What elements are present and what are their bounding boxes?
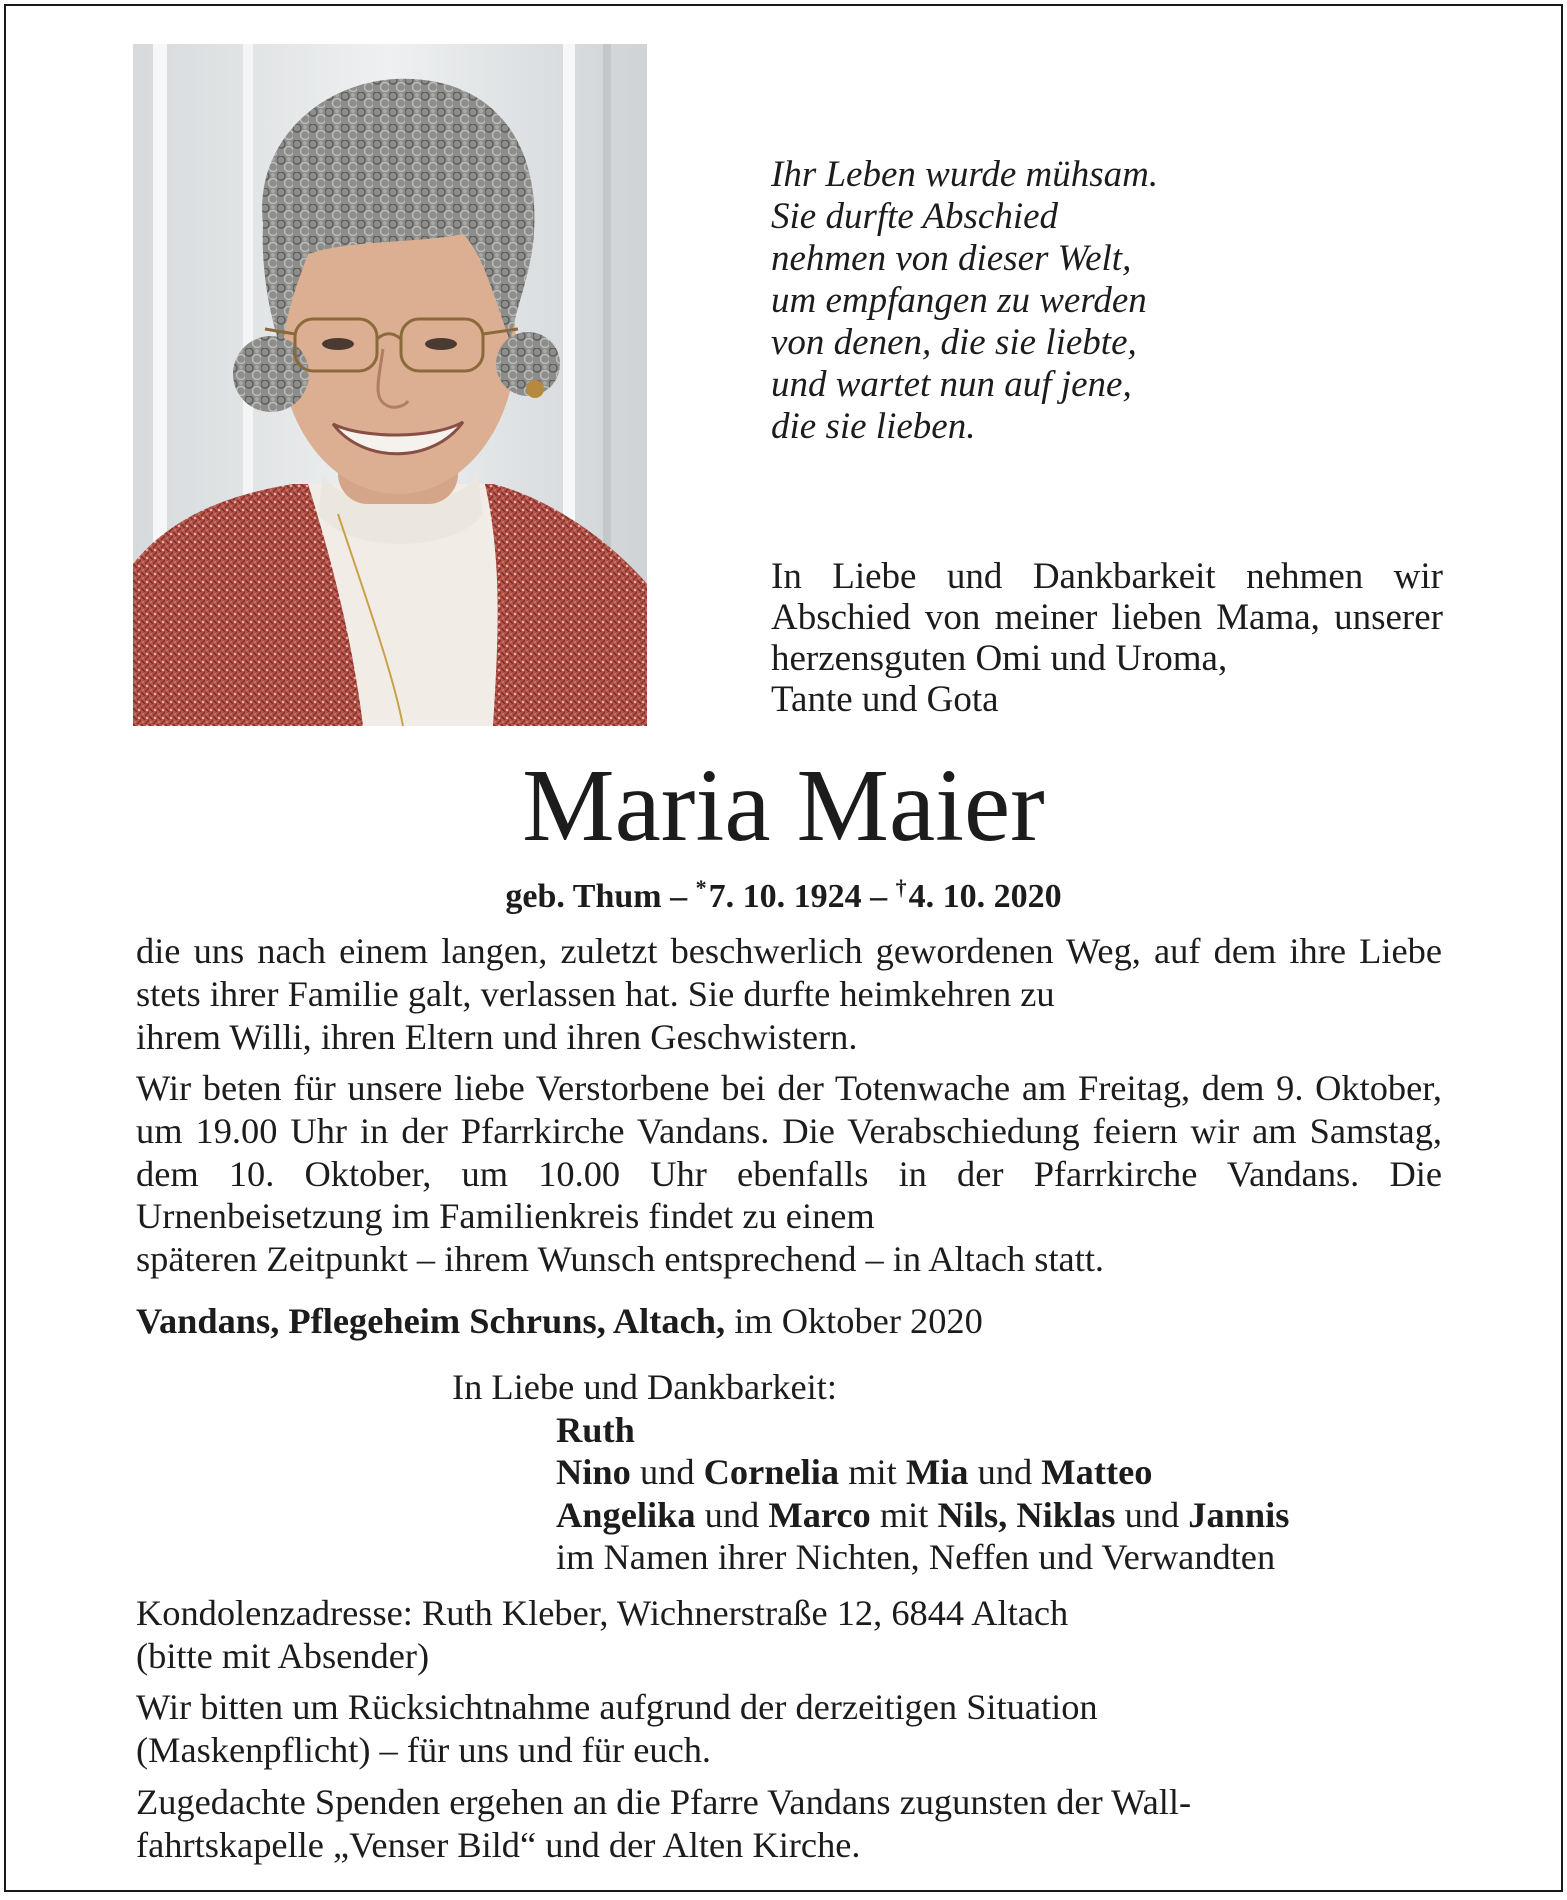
service-text: Wir beten für unsere liebe Verstorbene bei der Totenwache am Freitag, dem 9. Oktober, um 19.00 Uhr in der Pfarrkirche Vandans. Die Verabschiedung feiern wir am Samstag, dem 10. Oktober, um 10.00 Uhr ebenfalls in der Pfarrkirche Vandans. Die Urnenbeisetzung im Familienkreis findet zu einem [136, 1068, 1442, 1237]
death-cross-icon: † [895, 875, 907, 900]
signer-row-relatives: im Namen ihrer Nichten, Neffen und Verwandten [556, 1537, 1276, 1577]
connector-word: und [704, 1494, 760, 1535]
connector-word: und [977, 1452, 1033, 1492]
issue-date: im Oktober 2020 [734, 1301, 983, 1341]
signers-heading: In Liebe und Dankbarkeit: [452, 1367, 837, 1407]
mask-notice-line: (Maskenpflicht) – für uns und für euch. [136, 1729, 712, 1770]
obituary-page [4, 4, 1563, 1892]
mask-notice [136, 1686, 1442, 1772]
biography-last-line: ihrem Willi, ihren Eltern und ihren Geschwistern. [136, 1016, 858, 1057]
portrait-illustration [133, 44, 647, 726]
place-date-line [136, 1300, 1442, 1343]
birth-star-icon: * [695, 875, 707, 900]
signers-names [452, 1409, 1289, 1579]
donation-notice [136, 1781, 1442, 1867]
farewell-intro-text: In Liebe und Dankbarkeit nehmen wir Abschied von meiner lieben Mama, unserer herzensguten Omi und Uroma, [771, 556, 1443, 679]
signers-block [452, 1366, 1289, 1579]
place-names: Vandans, Pflegeheim Schruns, Altach, [136, 1301, 726, 1341]
signer-name: Mia [905, 1452, 969, 1492]
signer-name: Matteo [1041, 1452, 1153, 1492]
signer-row [556, 1409, 1289, 1452]
signer-name: Cornelia [703, 1452, 840, 1492]
biography-text: die uns nach einem langen, zuletzt beschwerlich gewordenen Weg, auf dem ihre Liebe stets ihrer Familie galt, verlassen hat. Sie durfte heimkehren zu [136, 931, 1442, 1014]
biography-paragraph [136, 930, 1442, 1058]
dates-separator: – [670, 878, 688, 915]
signer-row [556, 1494, 1289, 1537]
connector-word: und [1124, 1494, 1180, 1535]
signer-name: Ruth [556, 1409, 635, 1450]
donation-text: Zugedachte Spenden ergehen an die Pfarre Vandans zugunsten der Wall- [136, 1782, 1192, 1822]
maiden-name: geb. Thum [505, 878, 662, 915]
farewell-intro [771, 556, 1443, 720]
condolence-address [136, 1592, 1442, 1678]
dates-separator: – [870, 878, 888, 915]
connector-word: und [639, 1452, 695, 1492]
signer-name: Angelika [556, 1494, 696, 1535]
signer-row [556, 1451, 1289, 1494]
donation-last-line: fahrtskapelle „Venser Bild“ und der Alten Kirche. [136, 1824, 861, 1865]
life-dates [6, 868, 1561, 917]
signer-name: Nils, Niklas [937, 1494, 1116, 1535]
condolence-line: Kondolenzadresse: Ruth Kleber, Wichnerstraße 12, 6844 Altach [136, 1593, 1069, 1633]
signer-name: Nino [556, 1452, 631, 1492]
service-paragraph [136, 1067, 1442, 1281]
connector-word: mit [879, 1494, 929, 1535]
deceased-name: Maria Maier [522, 748, 1045, 863]
portrait-photo [133, 44, 647, 726]
birth-date: 7. 10. 1924 [708, 878, 862, 915]
farewell-intro-last-line: Tante und Gota [771, 679, 999, 720]
signer-name: Jannis [1188, 1494, 1290, 1535]
death-date: 4. 10. 2020 [908, 878, 1062, 915]
signer-name: Marco [768, 1494, 871, 1535]
connector-word: mit [848, 1452, 897, 1492]
memorial-poem: Ihr Leben wurde mühsam. Sie durfte Abschied nehmen von dieser Welt, um empfangen zu werden von denen, die sie liebte, und wartet nun auf jene, die sie lieben. [771, 154, 1159, 447]
service-last-line: späteren Zeitpunkt – ihrem Wunsch entsprechend – in Altach statt. [136, 1239, 1105, 1280]
condolence-line: (bitte mit Absender) [136, 1635, 430, 1676]
mask-notice-line: Wir bitten um Rücksichtnahme aufgrund der derzeitigen Situation [136, 1687, 1098, 1727]
